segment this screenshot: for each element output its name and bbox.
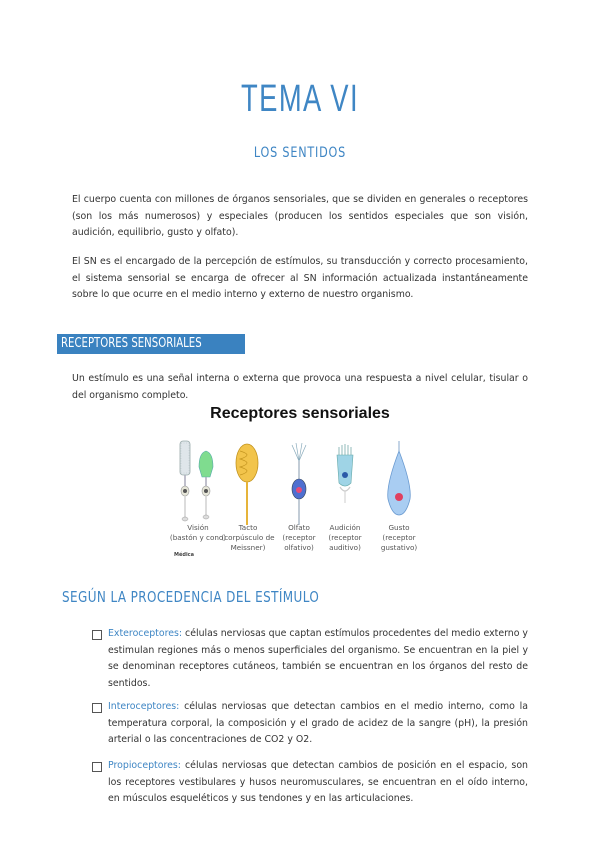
term-label: Propioceptores:: [108, 760, 181, 771]
label-line: olfativo): [284, 543, 314, 552]
label-line: Olfato: [288, 523, 310, 532]
section-heading-text: SEGÚN LA PROCEDENCIA DEL ESTÍMULO: [62, 588, 320, 606]
receptors-figure: [150, 405, 450, 565]
label-line: Visión: [187, 523, 209, 532]
olfactory-cell-illustration: [284, 441, 314, 531]
label-line: (receptor: [382, 533, 416, 542]
list-item-text: [108, 699, 528, 749]
label-line: Gusto: [388, 523, 410, 532]
gustatory-cell-illustration: [382, 441, 416, 531]
checkbox[interactable]: [92, 703, 102, 713]
figure-watermark-text: Médica: [174, 552, 194, 558]
label-line: (receptor: [282, 533, 316, 542]
checkbox[interactable]: [92, 630, 102, 640]
figure-label-gustation: [369, 523, 429, 553]
term-description: células nerviosas que captan estímulos procedentes del medio externo y estimulan regiones más o menos superficiales del organismo. Se encuentran en la piel y se denominan receptores cutáneos, también se encuentran en los órganos del resto de sentidos.: [108, 628, 528, 689]
checkbox[interactable]: [92, 762, 102, 772]
list-item-propioceptores: [92, 758, 528, 808]
term-description: células nerviosas que detectan cambios en el medio interno, como la temperatura corporal, la composición y el grado de acidez de la sangre (pH), la presión arterial o las concentraciones de CO2 y O2.: [108, 701, 528, 745]
stimulus-paragraph: Un estímulo es una señal interna o externa que provoca una respuesta a nivel celular, tisular o del organismo completo.: [72, 373, 528, 401]
intro-paragraph: El cuerpo cuenta con millones de órganos sensoriales, que se dividen en generales o receptores (son los más numerosos) y especiales (producen los sentidos especiales que son visión, audición, equilibrio, gusto y olfato).: [72, 194, 528, 238]
section-heading-text: RECEPTORES SENSORIALES: [61, 336, 202, 351]
label-line: auditivo): [329, 543, 361, 552]
label-line: gustativo): [380, 543, 418, 552]
label-line: (bastón y cono): [169, 533, 227, 542]
page-title: TEMA VI: [240, 78, 360, 120]
figure-label-audition: [315, 523, 375, 553]
section-heading-receptores: [57, 334, 245, 354]
touch-cell-illustration: [232, 441, 262, 531]
term-label: Interoceptores:: [108, 701, 180, 712]
page-subtitle: LOS SENTIDOS: [253, 145, 347, 161]
list-item-exteroceptores: [92, 626, 528, 692]
label-line: Audición: [329, 523, 361, 532]
label-line: Tacto: [238, 523, 258, 532]
label-line: (corpúsculo de: [221, 533, 275, 542]
section-heading-procedencia: [62, 588, 384, 606]
list-item-interoceptores: [92, 699, 528, 749]
list-item-text: [108, 758, 528, 808]
auditory-cell-illustration: [330, 443, 360, 531]
label-line: Meissner): [230, 543, 266, 552]
term-description: células nerviosas que detectan cambios de posición en el espacio, son los receptores vestibulares y husos neuromusculares, se encuentran en el oído interno, en músculos esqueléticos y sus tendones y en las articulaciones.: [108, 760, 528, 804]
sn-paragraph: El SN es el encargado de la percepción de estímulos, su transducción y correcto procesamiento, el sistema sensorial se encarga de ofrecer al SN información actualizada instantáneamente sobre lo que ocurre en el medio interno y externo de nuestro organismo.: [72, 256, 528, 300]
figure-title: Receptores sensoriales: [210, 405, 390, 422]
list-item-text: [108, 626, 528, 692]
term-label: Exteroceptores:: [108, 628, 183, 639]
label-line: (receptor: [328, 533, 362, 542]
vision-cells-illustration: [174, 437, 224, 529]
